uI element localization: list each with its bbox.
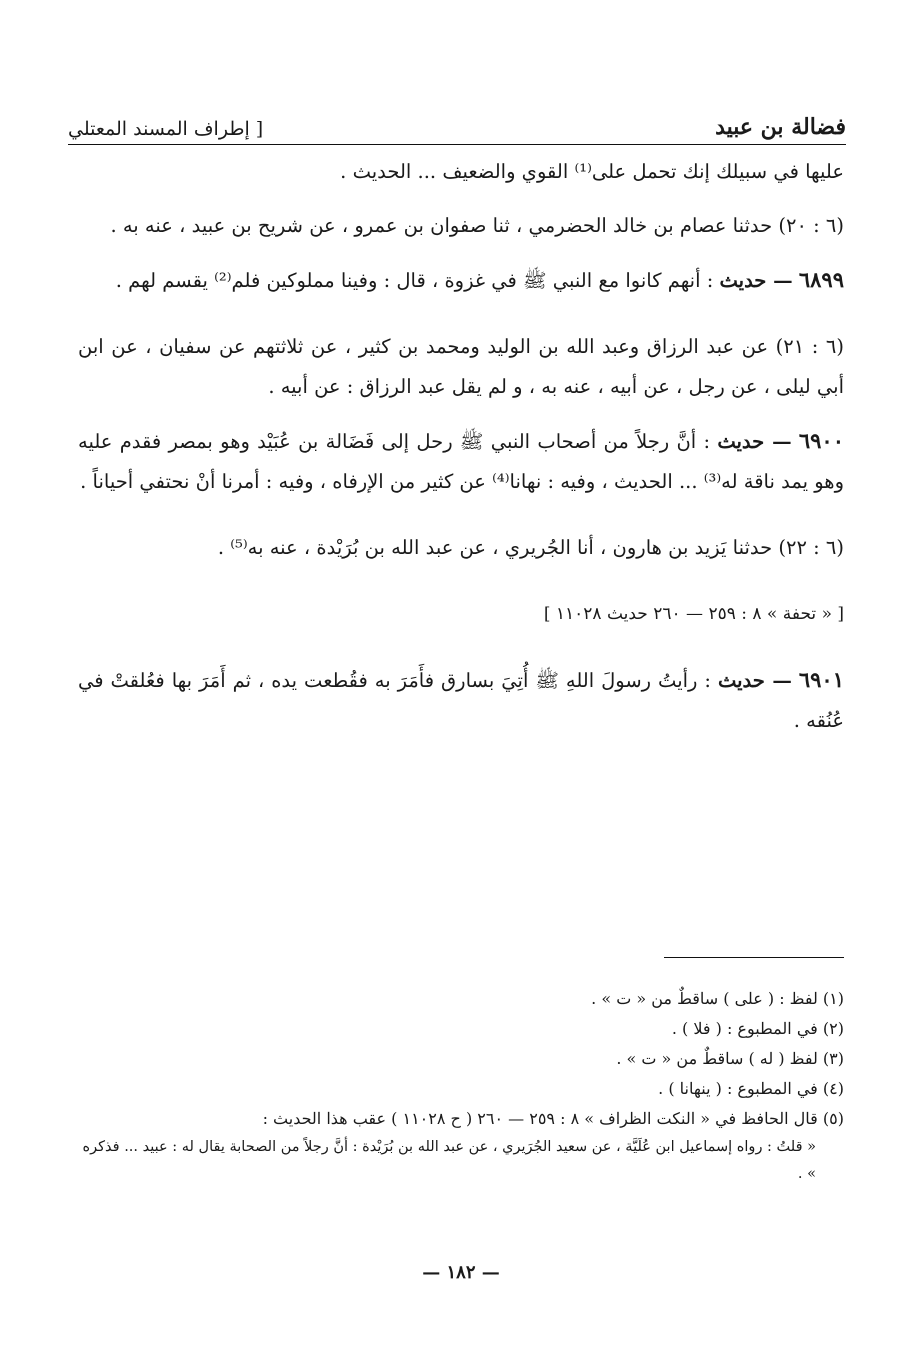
header-chapter-title: فضالة بن عبيد [715,114,846,140]
page-number: — ١٨٢ — [422,1262,500,1283]
chain-paragraph-22: (٦ : ٢٢) حدثنا يَزيد بن هارون ، أنا الجُريري ، عن عبد الله بن بُرَيْدة ، عنه به⁽⁵⁾ . [217,536,844,559]
tuhfa-reference: [ « تحفة » ٨ : ٢٥٩ — ٢٦٠ حديث ١١٠٢٨ ] [543,604,844,624]
hadith-label: حديث [717,669,765,692]
hadith-6899: ٦٨٩٩ — حديث : أنهم كانوا مع النبي ﷺ في غزوة ، قال : وفينا مملوكين فلم⁽²⁾ يقسم لهم . [115,267,844,292]
hadith-label: حديث [717,430,765,453]
hadith-text: : أنَّ رجلاً من أصحاب النبي ﷺ رحل إلى فَضَالة بن عُبَيْد وهو بمصر فقدم عليه وهو يمد ناقة له⁽³⁾ ... الحديث ، وفيه : نهانا⁽⁴⁾ عن كثير من الإرفاه ، وفيه : أمرنا أنْ نحتفي أحياناً . [78,430,844,493]
running-header [68,104,846,145]
footnote-5-quote: « قلتُ : رواه إسماعيل ابن عُلَيَّة ، عن سعيد الجُرَيري ، عن عبد الله بن بُرَيْدة : أنَّ رجلاً من الصحابة يقال له : عبيد ... فذكره » . [82,1139,816,1182]
hadith-text: : رأيتُ رسولَ اللهِ ﷺ أُتِيَ بسارق فأَمَرَ به فقُطعت يده ، ثم أَمَرَ بها فعُلقتْ في عُنُقه . [78,669,844,732]
header-book-title: [ إطراف المسند المعتلي [68,118,264,140]
chain-paragraph-21: (٦ : ٢١) عن عبد الرزاق وعبد الله بن الوليد ومحمد بن كثير ، عن ثلاثتهم عن سفيان ، عن ابن أبي ليلى ، عن رجل ، عن أبيه ، عنه به ، و لم يقل عبد الرزاق : عن أبيه . [78,335,844,398]
chain-paragraph-20: (٦ : ٢٠) حدثنا عصام بن خالد الحضرمي ، ثنا صفوان بن عمرو ، عن شريح بن عبيد ، عنه به . [110,214,844,237]
hadith-6901: ٦٩٠١ — حديث : رأيتُ رسولَ اللهِ ﷺ أُتِيَ بسارق فأَمَرَ به فقُطعت يده ، ثم أَمَرَ بها فعُلقتْ في عُنُقه . [78,667,844,732]
footnote-4: (٤) في المطبوع : ( ينهانا ) . [658,1079,844,1098]
hadith-number: ٦٨٩٩ [798,267,844,292]
hadith-number: ٦٩٠١ [798,667,844,692]
hadith-text: : أنهم كانوا مع النبي ﷺ في غزوة ، قال : وفينا مملوكين فلم⁽²⁾ يقسم لهم . [115,269,714,292]
continuation-paragraph: عليها في سبيلك إنك تحمل على⁽¹⁾ القوي والضعيف ... الحديث . [340,160,844,183]
footnotes [78,984,844,1188]
hadith-number: ٦٩٠٠ [798,428,844,453]
footnote-2: (٢) في المطبوع : ( فلا ) . [671,1019,844,1038]
footnote-5: (٥) قال الحافظ في « النكت الظراف » ٨ : ٢٥٩ — ٢٦٠ ( ح ١١٠٢٨ ) عقب هذا الحديث : [262,1109,844,1128]
hadith-6900: ٦٩٠٠ — حديث : أنَّ رجلاً من أصحاب النبي ﷺ رحل إلى فَضَالة بن عُبَيْد وهو بمصر فقدم عليه وهو يمد ناقة له⁽³⁾ ... الحديث ، وفيه : نهانا⁽⁴⁾ عن كثير من الإرفاه ، وفيه : أمرنا أنْ نحتفي أحياناً . [78,428,844,493]
footnote-divider [664,957,844,958]
hadith-label: حديث [719,269,767,292]
footnote-3: (٣) لفظ ( له ) ساقطٌ من « ت » . [616,1049,844,1068]
main-text [78,152,844,741]
footnote-1: (١) لفظ : ( على ) ساقطٌ من « ت » . [591,989,844,1008]
